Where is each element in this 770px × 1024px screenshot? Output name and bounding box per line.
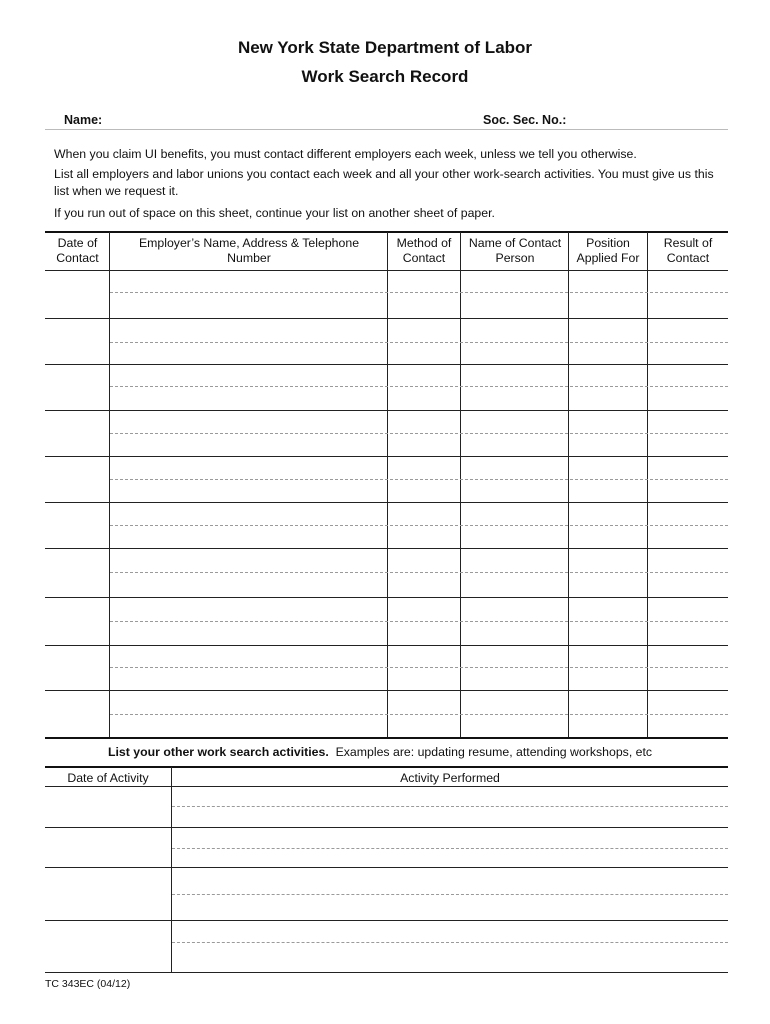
activity-performed-cell[interactable] [172, 787, 728, 827]
position-cell[interactable] [569, 646, 647, 690]
row-guide-line [110, 386, 728, 387]
instruction-3: If you run out of space on this sheet, continue your list on another sheet of paper. [54, 206, 495, 220]
row-guide-line [172, 942, 728, 943]
position-cell[interactable] [569, 549, 647, 597]
contacts-table-bottom-border [45, 737, 728, 739]
contact-person-cell[interactable] [461, 549, 568, 597]
col-header-method: Method of Contact [396, 236, 452, 265]
col-header-contact-person: Name of Contact Person [468, 236, 562, 265]
ssn-label: Soc. Sec. No.: [483, 113, 567, 127]
activities-table-top-border [45, 766, 728, 768]
contact-person-cell[interactable] [461, 271, 568, 318]
activity-date-cell[interactable] [45, 921, 171, 972]
form-title: New York State Department of Labor [237, 38, 533, 57]
activities-intro [108, 745, 652, 759]
row-guide-line [110, 572, 728, 573]
employer-cell[interactable] [110, 365, 387, 410]
col-header-result: Result of Contact [663, 236, 713, 265]
instruction-2: List all employers and labor unions you contact each week and all your other work-search activities. You must give us this list when we request it. [54, 167, 714, 198]
row-guide-line [110, 479, 728, 480]
row-guide-line [172, 806, 728, 807]
contact-person-cell[interactable] [461, 646, 568, 690]
col-header-activity-date: Date of Activity [67, 771, 149, 785]
date-cell[interactable] [45, 319, 109, 364]
date-cell[interactable] [45, 457, 109, 502]
row-guide-line [110, 621, 728, 622]
position-cell[interactable] [569, 365, 647, 410]
contact-row [45, 646, 728, 690]
method-cell[interactable] [388, 365, 460, 410]
name-label: Name: [64, 113, 103, 127]
method-cell[interactable] [388, 646, 460, 690]
form-subtitle: Work Search Record [301, 67, 469, 86]
row-guide-line [110, 525, 728, 526]
ssn-field[interactable] [575, 110, 725, 128]
activity-date-cell[interactable] [45, 787, 171, 827]
row-guide-line [172, 848, 728, 849]
date-cell[interactable] [45, 411, 109, 456]
activities-table-bottom-border [45, 972, 728, 973]
name-field[interactable] [108, 110, 468, 128]
row-guide-line [110, 667, 728, 668]
activity-date-cell[interactable] [45, 828, 171, 867]
result-cell[interactable] [648, 271, 728, 318]
date-cell[interactable] [45, 365, 109, 410]
result-cell[interactable] [648, 549, 728, 597]
row-guide-line [110, 342, 728, 343]
col-header-date: Date of Contact [56, 236, 99, 265]
activity-row [45, 921, 728, 972]
employer-cell[interactable] [110, 646, 387, 690]
method-cell[interactable] [388, 549, 460, 597]
employer-cell[interactable] [110, 549, 387, 597]
contact-person-cell[interactable] [461, 365, 568, 410]
row-guide-line [110, 433, 728, 434]
col-header-employer: Employer’s Name, Address & Telephone Number [138, 236, 360, 265]
result-cell[interactable] [648, 646, 728, 690]
date-cell[interactable] [45, 598, 109, 645]
row-guide-line [172, 894, 728, 895]
date-cell[interactable] [45, 271, 109, 318]
contact-row [45, 365, 728, 410]
activity-date-cell[interactable] [45, 868, 171, 920]
col-header-position: Position Applied For [576, 236, 640, 265]
col-header-activity-performed: Activity Performed [400, 771, 500, 785]
form-code: TC 343EC (04/12) [45, 978, 131, 990]
activity-row [45, 787, 728, 827]
row-guide-line [110, 714, 728, 715]
method-cell[interactable] [388, 271, 460, 318]
result-cell[interactable] [648, 365, 728, 410]
position-cell[interactable] [569, 271, 647, 318]
employer-cell[interactable] [110, 271, 387, 318]
date-cell[interactable] [45, 691, 109, 738]
instruction-1: When you claim UI benefits, you must contact different employers each week, unless we tell you otherwise. [54, 147, 637, 161]
contact-row [45, 549, 728, 597]
date-cell[interactable] [45, 549, 109, 597]
activities-intro-examples: Examples are: updating resume, attending workshops, etc [328, 745, 653, 759]
activity-performed-cell[interactable] [172, 921, 728, 972]
date-cell[interactable] [45, 503, 109, 548]
date-cell[interactable] [45, 646, 109, 690]
contact-row [45, 271, 728, 318]
activities-intro-bold: List your other work search activities. [108, 745, 329, 759]
name-underline [45, 129, 728, 130]
row-guide-line [110, 292, 728, 293]
